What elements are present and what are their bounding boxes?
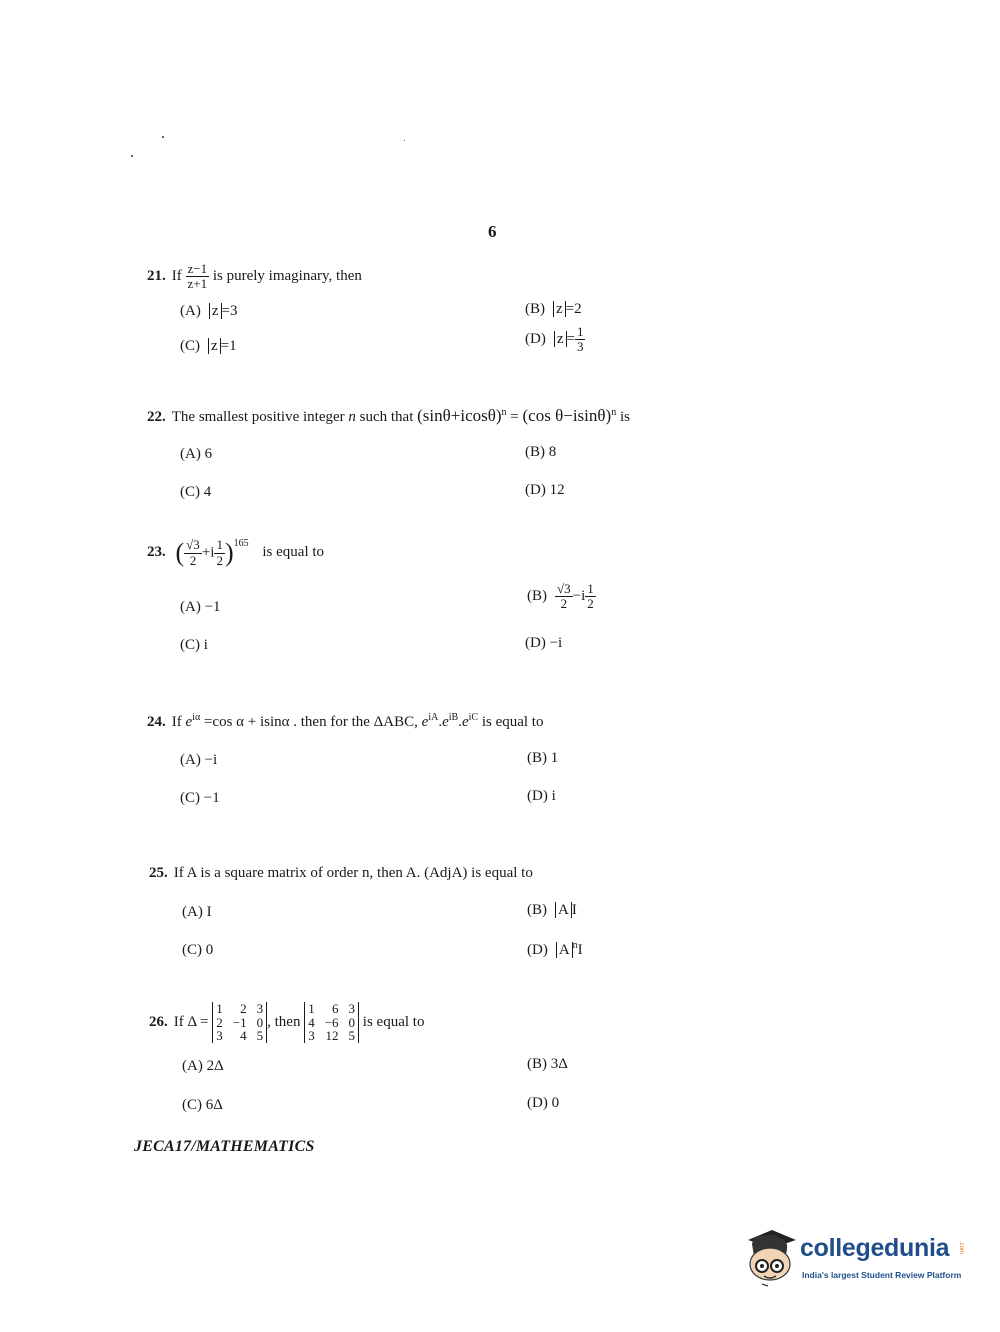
brand-domain: .com (958, 1241, 964, 1255)
option-b: (B) $\frac{√3}{2}$ −i $\frac{1}{2}$ (527, 581, 594, 612)
option-a: (A) −1 (180, 599, 221, 615)
question-number: 25. (149, 865, 168, 881)
option-a: (A) −i (180, 752, 218, 768)
footer-code: JECA17/MATHEMATICS (134, 1138, 315, 1155)
option-c: (C) i (180, 637, 208, 653)
question-25: 25. If A is a square matrix of order n, then A. (AdjA) is equal to (149, 865, 533, 881)
option-a: (A) z =3 (180, 303, 238, 319)
option-c: (C) −1 (180, 790, 220, 806)
option-b: (B) 3Δ (527, 1056, 568, 1072)
question-number: 21. (147, 268, 166, 285)
question-number: 26. (149, 1013, 168, 1030)
question-26: 26. If Δ = 1 2 3 2 −1 0 3 4 5 , then 1 6 3 4 −6 0 3 12 5 is equal to (149, 1001, 425, 1044)
option-d: (D) 12 (525, 482, 565, 498)
option-c: (C) 6Δ (182, 1097, 223, 1113)
option-b: (B) 8 (525, 444, 557, 460)
option-d: (D) 0 (527, 1095, 560, 1111)
brand-name: collegedunia (800, 1234, 950, 1262)
determinant-1: 1 2 3 2 −1 0 3 4 5 (212, 1002, 267, 1043)
option-a: (A) I (182, 904, 212, 920)
page-number: 6 (488, 222, 497, 241)
option-a: (A) 2Δ (182, 1058, 224, 1074)
question-21 (147, 262, 362, 292)
option-c: (C) 0 (182, 942, 214, 958)
q-text: If (171, 268, 182, 285)
question-number: 24. (147, 714, 166, 730)
option-d: (D) −i (525, 635, 563, 651)
option-d: (D) A $^n$I (527, 940, 583, 958)
question-number: 22. (147, 409, 166, 425)
question-24: 24. If $e^{i\alpha} =\cos$ α + isinα . then for the ΔABC, $e^{iA}.e^{iB}.e^{iC}$ is equal to (147, 712, 544, 730)
option-d: (D) i (527, 788, 556, 804)
option-a: (A) 6 (180, 446, 213, 462)
question-number: 23. (147, 544, 166, 561)
option-c: (C) z =1 (180, 338, 237, 354)
option-c: (C) 4 (180, 484, 212, 500)
question-22: 22. The smallest positive integer n such that $(\sin\theta+icos\theta)^n = (\cos$ θ−isinθ)$^n$ is (147, 406, 630, 425)
mascot-icon (742, 1226, 800, 1288)
brand-tagline: India's largest Student Review Platform (802, 1270, 962, 1280)
question-23: 23. ( $\frac{√3}{2}$ +i $\frac{1}{2}$ )$^{165}$ is equal to (147, 537, 325, 568)
option-b: (B) A I (527, 902, 577, 918)
option-b: (B) 1 (527, 750, 559, 766)
fraction: $\frac{z-1}{z+1}$ (187, 261, 208, 292)
collegedunia-logo[interactable] (742, 1226, 966, 1288)
option-d: (D) z = $\frac{1}{3}$ (525, 324, 584, 355)
option-b: (B) z =2 (525, 301, 582, 317)
q-text: is purely imaginary, then (212, 268, 362, 285)
determinant-2: 1 6 3 4 −6 0 3 12 5 (304, 1002, 359, 1043)
